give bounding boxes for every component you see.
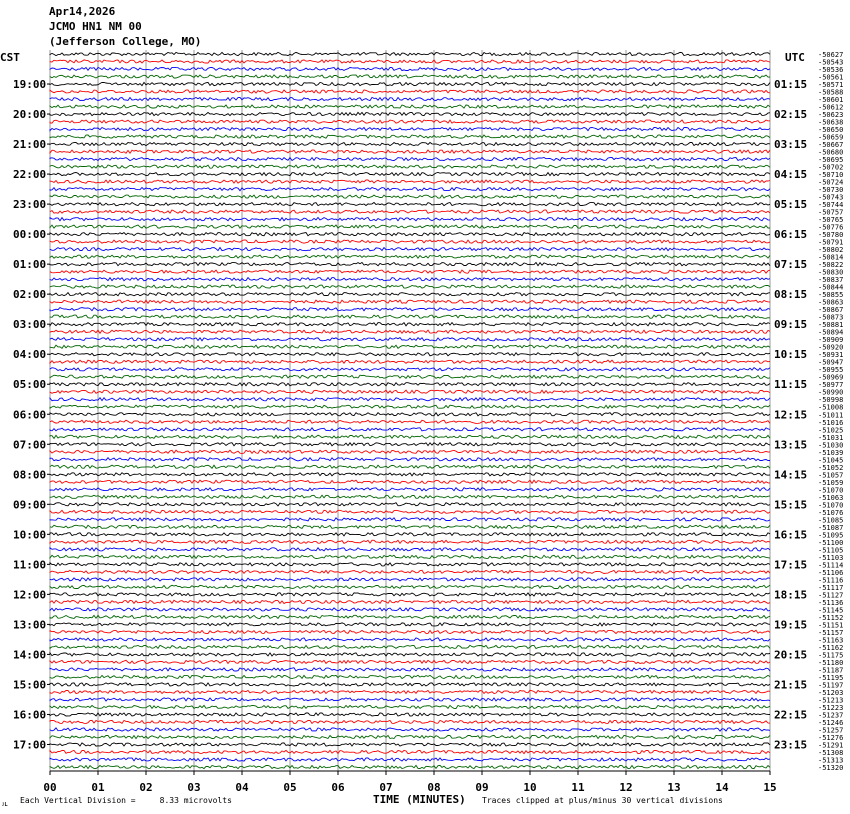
trace-mean-label: -51063 [818,493,844,502]
right-hour-label: 07:15 [774,258,808,272]
x-tick-label: 15 [763,781,777,794]
seismic-trace [50,195,770,198]
trace-mean-label: -50601 [818,96,844,104]
right-hour-label: 17:15 [774,558,808,572]
header-station: JCMO HN1 NM 00 [49,20,142,33]
left-hour-label: 06:00 [13,408,47,422]
x-tick-label: 05 [283,781,297,794]
trace-mean-label: -50920 [818,343,844,352]
seismic-trace [50,75,770,78]
trace-mean-label: -50909 [818,336,844,345]
trace-mean-label: -51030 [818,441,844,450]
right-hour-label: 18:15 [774,588,808,602]
seismic-trace [50,338,770,341]
seismic-trace [50,510,770,513]
seismic-trace [50,570,770,573]
x-tick-label: 11 [571,781,585,794]
seismic-trace [50,225,770,228]
left-hour-label: 09:00 [13,498,47,512]
seismic-trace [50,120,770,123]
trace-mean-label: -51025 [818,426,844,435]
trace-mean-label: -50867 [818,306,844,315]
trace-mean-label: -51291 [818,741,844,750]
left-hour-label: 22:00 [13,168,47,182]
trace-mean-label: -51100 [818,538,844,547]
seismic-trace [50,158,770,161]
right-hour-label: 23:15 [774,738,808,752]
right-timezone-label: UTC [785,51,805,64]
seismic-trace [50,690,770,693]
x-tick-label: 14 [715,781,729,794]
trace-mean-label: -50561 [818,73,844,82]
seismic-trace [50,263,770,266]
x-tick-label: 13 [667,781,681,794]
trace-mean-label: -51011 [818,411,844,420]
trace-mean-label: -50724 [818,178,844,187]
trace-mean-label: -51105 [818,546,844,555]
x-tick-label: 00 [43,781,57,794]
x-tick-label: 02 [139,781,153,794]
trace-mean-label: -51114 [818,561,844,570]
right-hour-label: 06:15 [774,228,808,242]
left-hour-label: 16:00 [13,708,47,722]
seismic-trace [50,698,770,701]
seismic-trace [50,90,770,93]
seismic-trace [50,390,770,393]
seismic-trace [50,735,770,738]
trace-mean-label: -50744 [818,201,844,210]
trace-mean-label: -50881 [818,321,844,330]
trace-mean-label: -51157 [818,628,844,637]
seismic-trace [50,315,770,318]
seismic-trace [50,728,770,731]
seismic-trace [50,743,770,746]
seismic-trace [50,518,770,521]
left-hour-label: 11:00 [13,558,47,572]
left-hour-label: 10:00 [13,528,47,542]
left-hour-label: 03:00 [13,318,47,332]
seismic-trace [50,300,770,303]
trace-mean-label: -51045 [818,456,844,465]
trace-mean-label: -51145 [818,606,844,615]
trace-mean-label: -50977 [818,381,844,390]
right-hour-label: 04:15 [774,168,808,182]
seismic-trace [50,653,770,656]
trace-mean-label: -50680 [818,148,844,157]
trace-mean-label: -51070 [818,486,844,495]
seismic-trace [50,420,770,423]
trace-mean-label: -51320 [818,764,844,772]
trace-mean-label: -51031 [818,433,844,442]
right-hour-label: 01:15 [774,78,808,91]
trace-mean-label: -51059 [818,478,844,487]
right-hour-label: 08:15 [774,288,808,302]
trace-mean-label: -51175 [818,651,844,660]
x-tick-label: 01 [91,781,105,794]
seismic-trace [50,443,770,446]
trace-mean-label: -50814 [818,253,844,262]
left-hour-label: 07:00 [13,438,47,452]
x-tick-label: 12 [619,781,633,794]
trace-mean-label: -51103 [818,553,844,562]
seismic-trace [50,398,770,401]
seismic-trace [50,240,770,243]
right-hour-label: 09:15 [774,318,808,332]
right-hour-label: 14:15 [774,468,808,482]
left-hour-label: 00:00 [13,228,47,242]
trace-mean-label: -51117 [818,583,844,592]
scale-note: Each Vertical Division = 8.33 microvolts [20,796,232,805]
x-tick-label: 07 [379,781,393,794]
trace-mean-label: -50776 [818,223,844,232]
x-tick-label: 09 [475,781,489,794]
seismic-trace [50,488,770,491]
seismic-trace [50,248,770,251]
trace-mean-label: -50536 [818,66,844,74]
trace-mean-label: -50822 [818,261,844,270]
seismic-trace [50,615,770,618]
right-hour-label: 20:15 [774,648,808,662]
left-hour-label: 01:00 [13,258,47,272]
trace-mean-label: -50931 [818,351,844,360]
seismic-trace [50,165,770,168]
seismic-trace [50,210,770,213]
seismic-trace [50,585,770,588]
trace-mean-label: -50765 [818,216,844,225]
trace-mean-label: -51057 [818,471,844,480]
trace-mean-label: -51197 [818,681,844,690]
seismic-trace [50,473,770,476]
seismic-trace [50,758,770,761]
seismic-trace [50,218,770,221]
seismic-trace [50,105,770,108]
trace-mean-label: -50969 [818,373,844,382]
seismic-trace [50,82,770,85]
seismic-trace [50,323,770,326]
trace-mean-label: -50667 [818,141,844,150]
trace-mean-label: -51237 [818,711,844,720]
seismic-trace [50,578,770,581]
header-date: Apr14,2026 [49,5,116,18]
x-tick-label: 03 [187,781,201,794]
trace-mean-label: -50543 [818,58,844,67]
left-hour-label: 19:00 [13,78,47,91]
seismic-trace [50,375,770,378]
seismic-trace [50,233,770,236]
trace-mean-label: -51152 [818,613,844,622]
trace-mean-label: -51313 [818,756,844,765]
trace-mean-label: -50780 [818,231,844,240]
seismic-trace [50,173,770,176]
left-hour-label: 12:00 [13,588,47,602]
seismic-trace [50,555,770,558]
right-hour-label: 02:15 [774,108,808,121]
trace-mean-label: -50998 [818,396,844,405]
trace-mean-label: -51016 [818,418,844,427]
seismic-trace [50,278,770,281]
corner-logo: ᴊʟ [2,800,9,808]
trace-mean-label: -51136 [818,598,844,607]
seismic-trace [50,660,770,663]
trace-mean-label: -50894 [818,328,844,337]
trace-mean-label: -50588 [818,88,844,97]
seismic-trace [50,360,770,363]
trace-mean-label: -51087 [818,523,844,532]
left-timezone-label: CST [0,51,20,64]
right-hour-label: 16:15 [774,528,808,542]
trace-mean-label: -50863 [818,298,844,307]
x-axis-title: TIME (MINUTES) [373,793,466,806]
trace-mean-label: -50743 [818,193,844,202]
trace-mean-label: -50702 [818,163,844,172]
seismic-trace [50,308,770,311]
left-hour-label: 21:00 [13,138,47,152]
seismic-trace [50,750,770,753]
left-hour-label: 17:00 [13,738,47,752]
right-hour-label: 13:15 [774,438,808,452]
seismic-trace [50,465,770,468]
trace-mean-label: -50730 [818,186,844,195]
trace-mean-label: -51070 [818,501,844,510]
right-hour-label: 03:15 [774,138,808,152]
seismic-trace [50,428,770,431]
seismic-trace [50,383,770,386]
trace-mean-label: -50837 [818,276,844,285]
trace-mean-label: -50873 [818,313,844,322]
seismic-trace [50,608,770,611]
x-tick-label: 10 [523,781,537,794]
seismic-trace [50,143,770,146]
left-hour-label: 14:00 [13,648,47,662]
seismic-trace [50,645,770,648]
seismic-trace [50,638,770,641]
trace-mean-label: -50955 [818,366,844,375]
right-hour-label: 22:15 [774,708,808,722]
seismic-trace [50,188,770,191]
seismic-trace [50,705,770,708]
left-hour-label: 08:00 [13,468,47,482]
left-hour-label: 23:00 [13,198,47,212]
header-location: (Jefferson College, MO) [49,35,202,48]
seismic-trace [50,450,770,453]
seismic-trace [50,180,770,183]
trace-mean-label: -51162 [818,643,844,652]
left-hour-label: 05:00 [13,378,47,392]
seismic-trace [50,533,770,536]
seismic-trace [50,353,770,356]
trace-mean-label: -50855 [818,291,844,300]
seismic-trace [50,330,770,333]
seismic-trace [50,630,770,633]
right-hour-label: 15:15 [774,498,808,512]
trace-mean-label: -51246 [818,719,844,727]
trace-mean-label: -51095 [818,531,844,540]
seismic-trace [50,720,770,723]
seismic-trace [50,765,770,768]
seismic-trace [50,668,770,671]
right-hour-label: 05:15 [774,198,808,212]
trace-mean-label: -51085 [818,516,844,525]
trace-mean-label: -50990 [818,388,844,397]
left-hour-label: 15:00 [13,678,47,692]
right-hour-label: 12:15 [774,408,808,422]
seismic-trace [50,405,770,408]
trace-mean-label: -51180 [818,658,844,667]
seismic-trace [50,683,770,686]
trace-mean-label: -51052 [818,463,844,472]
trace-mean-label: -50710 [818,171,844,180]
seismic-trace [50,255,770,258]
trace-mean-label: -51106 [818,568,844,577]
seismic-trace [50,368,770,371]
trace-mean-label: -50757 [818,208,844,217]
trace-mean-label: -51076 [818,508,844,517]
seismic-trace [50,150,770,153]
clip-note: Traces clipped at plus/minus 30 vertical divisions [482,796,723,805]
seismic-trace [50,540,770,543]
seismic-trace [50,623,770,626]
seismic-trace [50,293,770,296]
trace-mean-label: -50623 [818,111,844,119]
seismic-trace [50,67,770,70]
trace-mean-label: -51203 [818,688,844,697]
seismic-trace [50,285,770,288]
right-hour-label: 19:15 [774,618,808,632]
trace-mean-label: -50638 [818,118,844,127]
trace-mean-label: -51116 [818,576,844,585]
trace-mean-label: -51308 [818,749,844,757]
seismic-trace [50,548,770,551]
trace-mean-label: -51008 [818,403,844,412]
trace-mean-label: -51151 [818,621,844,630]
trace-mean-label: -50650 [818,126,844,135]
seismic-trace [50,270,770,273]
seismic-trace [50,97,770,100]
trace-mean-label: -50659 [818,133,844,142]
seismic-trace [50,480,770,483]
seismic-trace [50,112,770,115]
trace-mean-label: -50802 [818,246,844,255]
trace-mean-label: -50830 [818,268,844,277]
seismic-trace [50,345,770,348]
left-hour-label: 02:00 [13,288,47,302]
trace-mean-label: -50844 [818,283,844,292]
seismic-trace [50,593,770,596]
seismic-trace [50,458,770,461]
trace-mean-label: -50627 [818,51,844,59]
trace-mean-label: -50947 [818,358,844,367]
trace-mean-label: -50612 [818,103,844,112]
trace-mean-label: -51195 [818,673,844,682]
seismic-trace [50,435,770,438]
seismic-trace [50,135,770,138]
seismic-trace [50,525,770,528]
seismic-trace [50,203,770,206]
right-hour-label: 21:15 [774,678,808,692]
seismic-trace [50,413,770,416]
seismic-trace [50,128,770,131]
x-tick-label: 08 [427,781,441,794]
trace-mean-label: -51187 [818,666,844,675]
x-tick-label: 06 [331,781,345,794]
seismic-trace [50,675,770,678]
right-hour-label: 10:15 [774,348,808,362]
seismic-trace [50,563,770,566]
trace-mean-label: -50791 [818,238,844,247]
left-hour-label: 20:00 [13,108,47,121]
trace-mean-label: -51163 [818,636,844,645]
trace-mean-label: -51213 [818,696,844,705]
trace-mean-label: -51127 [818,591,844,600]
seismic-trace [50,52,770,55]
seismic-trace [50,60,770,63]
seismic-trace [50,495,770,498]
trace-mean-label: -51223 [818,704,844,712]
trace-mean-label: -50695 [818,156,844,165]
seismic-trace [50,600,770,603]
trace-mean-label: -51257 [818,726,844,735]
seismic-trace [50,713,770,716]
seismic-trace [50,503,770,506]
trace-mean-label: -50571 [818,81,844,89]
left-hour-label: 13:00 [13,618,47,632]
left-hour-label: 04:00 [13,348,47,362]
trace-mean-label: -51039 [818,448,844,457]
trace-mean-label: -51276 [818,734,844,742]
x-tick-label: 04 [235,781,249,794]
right-hour-label: 11:15 [774,378,808,392]
